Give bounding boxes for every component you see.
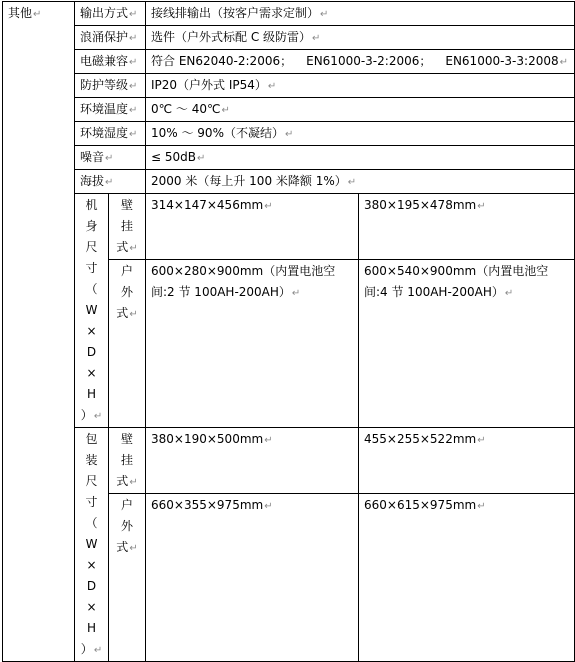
row-label: 海拔↵	[75, 170, 146, 194]
table-row	[3, 170, 575, 194]
row-label: 浪涌保护↵	[75, 26, 146, 50]
table-row	[3, 50, 575, 74]
package-outdoor-size-a: 660×355×975mm↵	[146, 494, 359, 662]
table-row	[3, 98, 575, 122]
row-value: 接线排输出（按客户需求定制）↵	[146, 2, 575, 26]
category-cell: 其他↵	[3, 2, 75, 662]
row-label: 防护等级↵	[75, 74, 146, 98]
package-size-label: 包 装 尺 寸 （ W × D × H ）↵	[75, 428, 109, 662]
row-value: 0℃ ～ 40℃↵	[146, 98, 575, 122]
machine-wall-size-a: 314×147×456mm↵	[146, 194, 359, 260]
machine-outdoor-size-b: 600×540×900mm（内置电池空间:4 节 100AH-200AH）↵	[359, 260, 575, 428]
package-wall-type: 壁 挂 式↵	[109, 428, 146, 494]
machine-outdoor-type: 户 外 式↵	[109, 260, 146, 428]
machine-size-label: 机 身 尺 寸 （ W × D × H ）↵	[75, 194, 109, 428]
row-label: 电磁兼容↵	[75, 50, 146, 74]
package-wall-size-b: 455×255×522mm↵	[359, 428, 575, 494]
table-row	[3, 428, 575, 494]
row-value: 2000 米（每上升 100 米降额 1%）↵	[146, 170, 575, 194]
row-label: 环境温度↵	[75, 98, 146, 122]
machine-wall-size-b: 380×195×478mm↵	[359, 194, 575, 260]
row-value: ≤ 50dB↵	[146, 146, 575, 170]
package-outdoor-size-b: 660×615×975mm↵	[359, 494, 575, 662]
spec-table	[2, 1, 575, 662]
row-value: 选件（户外式标配 C 级防雷）↵	[146, 26, 575, 50]
table-row	[3, 146, 575, 170]
package-outdoor-type: 户 外 式↵	[109, 494, 146, 662]
row-value: 符合 EN62040-2:2006； EN61000-3-2:2006； EN61000-3-3:2008↵	[146, 50, 575, 74]
table-row	[3, 194, 575, 260]
row-label: 噪音↵	[75, 146, 146, 170]
row-label: 环境湿度↵	[75, 122, 146, 146]
row-value: IP20（户外式 IP54）↵	[146, 74, 575, 98]
row-value: 10% ～ 90%（不凝结）↵	[146, 122, 575, 146]
row-label: 输出方式↵	[75, 2, 146, 26]
table-row	[3, 122, 575, 146]
package-wall-size-a: 380×190×500mm↵	[146, 428, 359, 494]
table-row	[3, 74, 575, 98]
machine-outdoor-size-a: 600×280×900mm（内置电池空间:2 节 100AH-200AH）↵	[146, 260, 359, 428]
table-row	[3, 2, 575, 26]
table-row	[3, 26, 575, 50]
machine-wall-type: 壁 挂 式↵	[109, 194, 146, 260]
